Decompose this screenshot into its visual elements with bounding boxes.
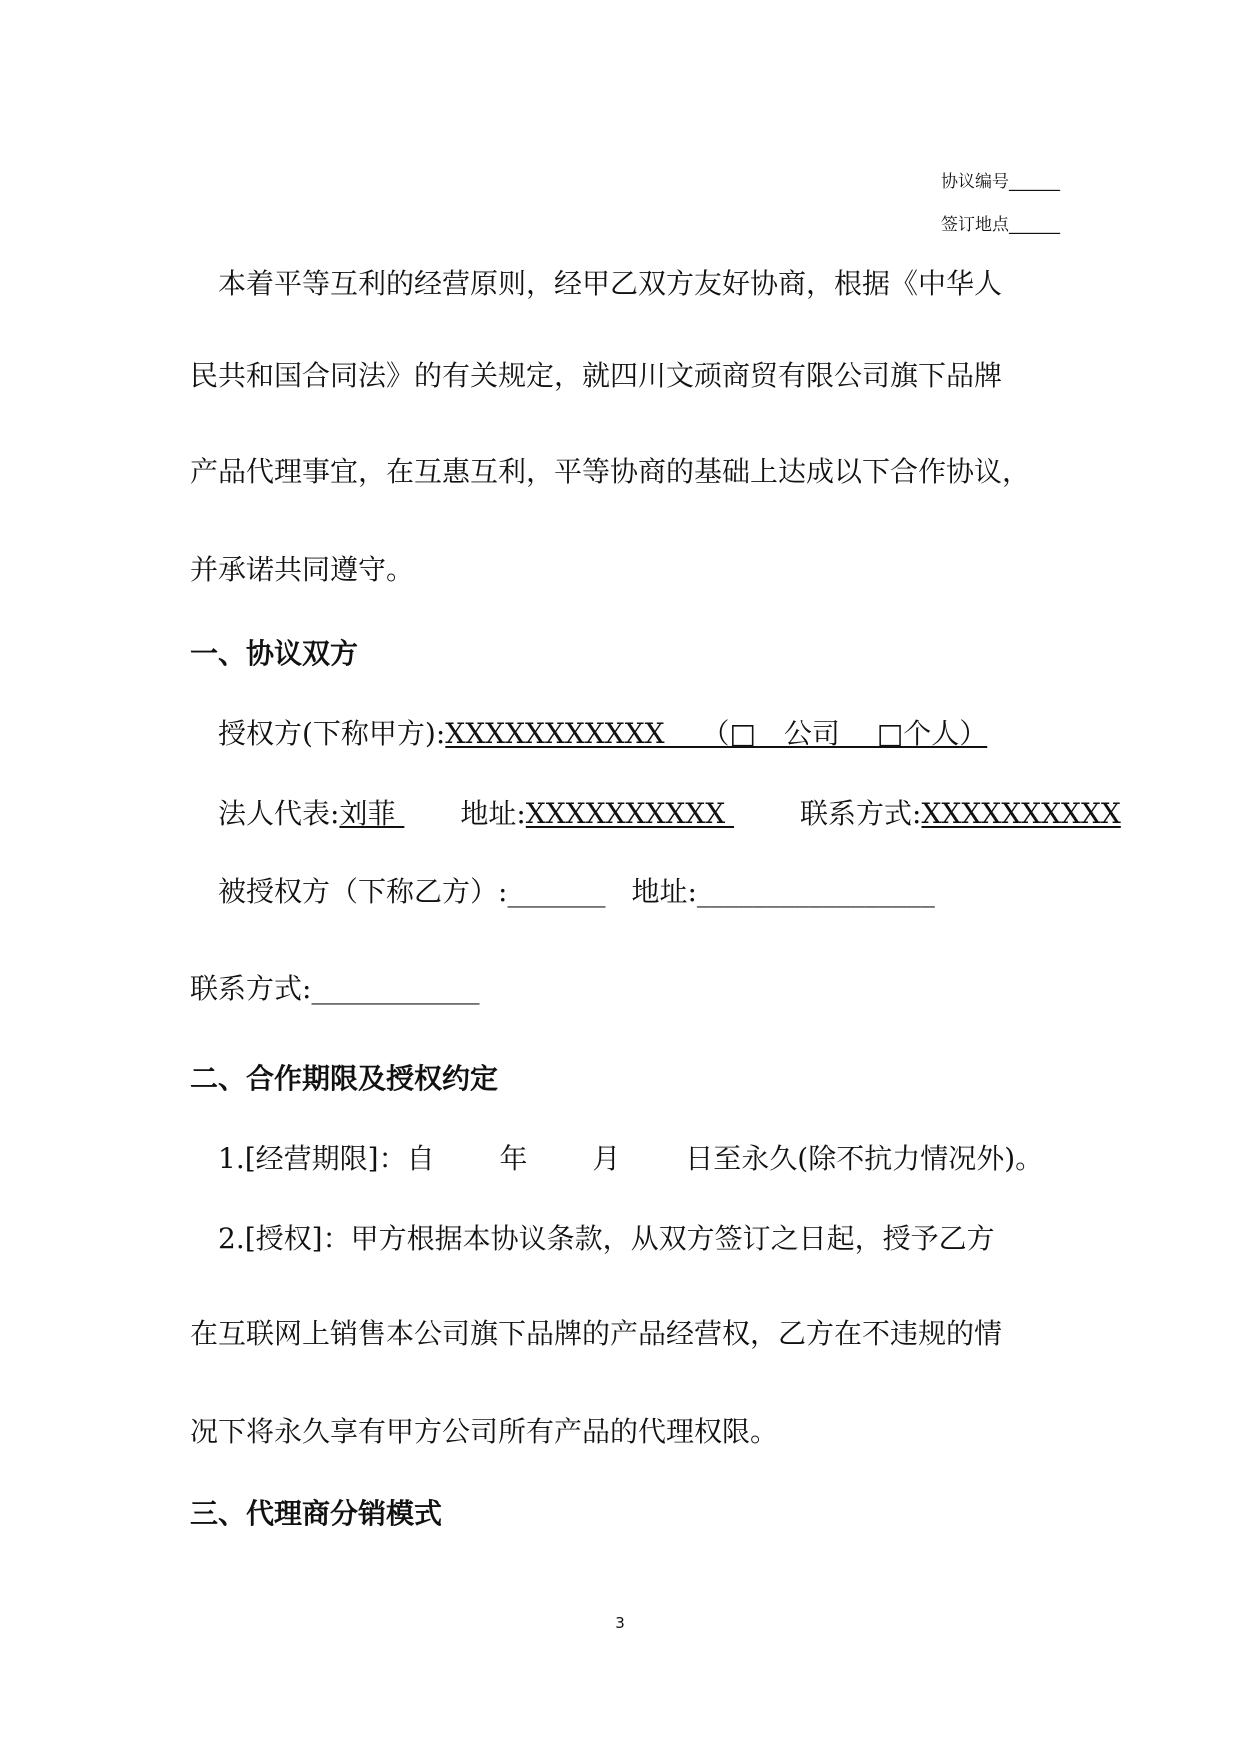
grantee-contact-line	[190, 972, 480, 1005]
section-3-title: 三、代理商分销模式	[190, 1497, 443, 1530]
page-number: 3	[615, 1614, 625, 1632]
legal-rep-value: 刘菲	[339, 797, 396, 830]
agreement-number: 协议编号______	[941, 172, 1060, 192]
term-clause: 1.[经营期限]：自 年 月 日至永久(除不抗力情况外)。	[218, 1142, 1044, 1175]
grantee-address-blank: _________________	[696, 875, 935, 908]
grantor-address-label: 地址:	[460, 797, 526, 830]
grantee-line	[218, 875, 935, 908]
authorization-line-2: 在互联网上销售本公司旗下品牌的产品经营权，乙方在不违规的情	[190, 1317, 1003, 1350]
grantor-contact-value: XXXXXXXXXX	[921, 797, 1121, 830]
grantee-label: 被授权方（下称乙方）:	[218, 875, 508, 908]
grantor-label: 授权方(下称甲方):	[218, 717, 446, 750]
grantor-contact-label: 联系方式:	[800, 797, 922, 830]
grantee-blank: _______	[507, 875, 606, 908]
grantee-contact-label: 联系方式:	[190, 972, 312, 1005]
authorization-line-1: 2.[授权]：甲方根据本协议条款，从双方签订之日起，授予乙方	[218, 1222, 995, 1255]
preamble-line-3: 产品代理事宜，在互惠互利，平等协商的基础上达成以下合作协议，	[190, 455, 1031, 488]
signing-place: 签订地点______	[941, 215, 1060, 235]
grantee-address-label: 地址:	[631, 875, 697, 908]
grantee-contact-blank: ____________	[311, 972, 480, 1005]
preamble-line-4: 并承诺共同遵守。	[190, 553, 415, 586]
grantor-address-value: XXXXXXXXXX	[525, 797, 735, 830]
grantor-line	[218, 717, 988, 750]
legal-rep-line	[218, 797, 1121, 830]
section-1-title: 一、协议双方	[190, 637, 359, 670]
preamble-line-2: 民共和国合同法》的有关规定，就四川文顽商贸有限公司旗下品牌	[190, 359, 1003, 392]
authorization-line-3: 况下将永久享有甲方公司所有产品的代理权限。	[190, 1415, 779, 1448]
preamble-line-1: 本着平等互利的经营原则，经甲乙双方友好协商，根据《中华人	[218, 267, 1003, 300]
section-2-title: 二、合作期限及授权约定	[190, 1062, 499, 1095]
grantor-value: XXXXXXXXXXX （□ 公司 □个人）	[445, 717, 988, 750]
legal-rep-label: 法人代表:	[218, 797, 340, 830]
